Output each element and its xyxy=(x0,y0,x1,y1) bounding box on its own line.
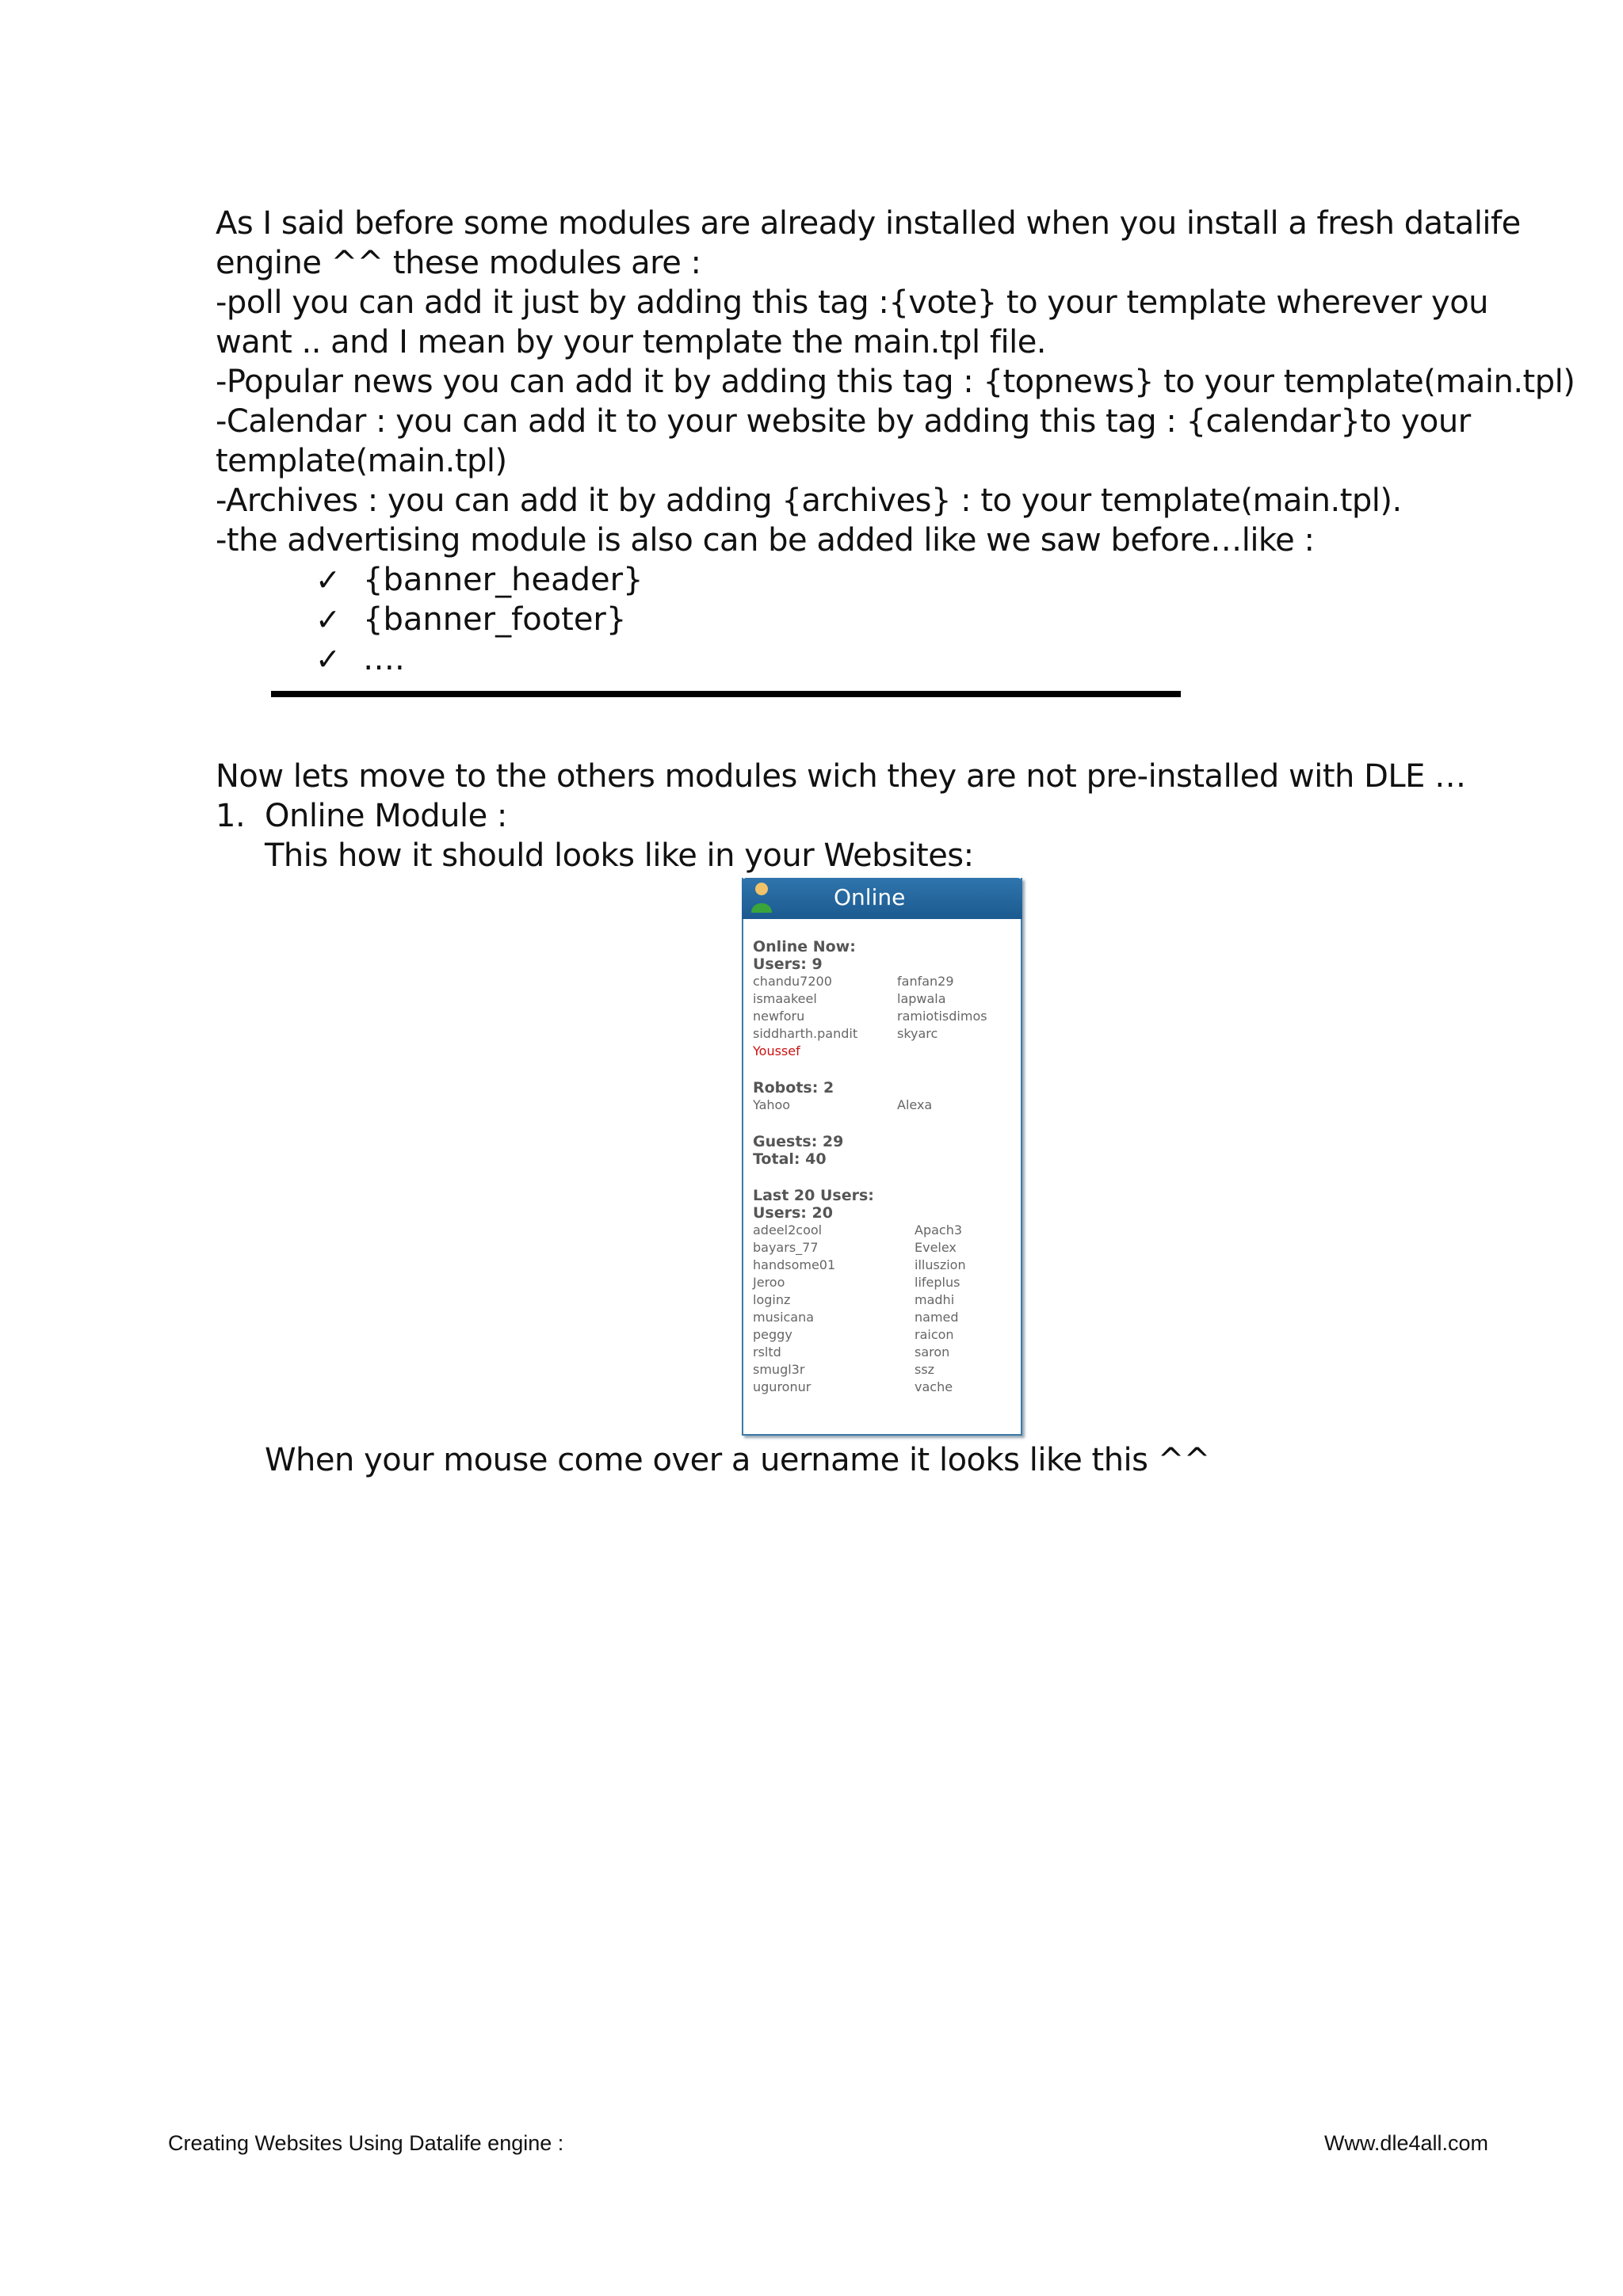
intro-line-8: -Archives : you can add it by adding {archives} : to your template(main.tpl). xyxy=(216,482,1402,519)
checkmark-icon: ✓ xyxy=(315,642,341,677)
intro-line-1: As I said before some modules are already installed when you install a fresh datalife xyxy=(216,205,1521,242)
user-link[interactable]: madhi xyxy=(915,1292,955,1307)
user-link[interactable]: fanfan29 xyxy=(897,974,954,989)
footer-website: Www.dle4all.com xyxy=(1323,2131,1488,2155)
intro-line-5: -Popular news you can add it by adding this tag : {topnews} to your template(main.tpl) xyxy=(216,364,1575,400)
checklist-item xyxy=(315,600,626,639)
online-now-label: Online Now: xyxy=(753,938,856,955)
last-users-label: Last 20 Users: xyxy=(753,1187,874,1204)
checklist-text: …. xyxy=(363,641,405,677)
after-image-text: When your mouse come over a uername it looks like this ^^ xyxy=(265,1442,1210,1478)
checklist-text: {banner_footer} xyxy=(363,601,627,638)
user-link[interactable]: vache xyxy=(915,1379,953,1394)
robot-name: Alexa xyxy=(897,1097,933,1112)
user-link[interactable]: raicon xyxy=(915,1327,954,1342)
numbered-item xyxy=(216,796,507,836)
user-link[interactable]: Apach3 xyxy=(915,1222,963,1238)
widget-title: Online xyxy=(834,884,906,910)
user-link[interactable]: lifeplus xyxy=(915,1275,960,1290)
robot-name: Yahoo xyxy=(753,1097,791,1112)
user-link[interactable]: rsltd xyxy=(753,1344,781,1360)
last-users-count: Users: 20 xyxy=(753,1204,833,1222)
intro-line-9: -the advertising module is also can be added like we saw before…like : xyxy=(216,522,1315,559)
user-link[interactable]: adeel2cool xyxy=(753,1222,823,1238)
intro-line-3: -poll you can add it just by adding this tag :{vote} to your template wherever you xyxy=(216,284,1489,321)
item-description: This how it should looks like in your Websites: xyxy=(265,837,974,874)
intro-line-6: -Calendar : you can add it to your website by adding this tag : {calendar}to your xyxy=(216,403,1471,440)
user-link[interactable]: loginz xyxy=(753,1292,791,1307)
user-link[interactable]: saron xyxy=(915,1344,950,1360)
user-link[interactable]: newforu xyxy=(753,1009,805,1024)
section-lead: Now lets move to the others modules wich they are not pre-installed with DLE … xyxy=(216,758,1466,795)
user-link[interactable]: ssz xyxy=(915,1362,935,1377)
item-number: 1. xyxy=(216,798,246,834)
intro-line-7: template(main.tpl) xyxy=(216,443,507,479)
user-link[interactable]: lapwala xyxy=(897,991,946,1006)
guests-count: Guests: 29 xyxy=(753,1133,844,1150)
checkmark-icon: ✓ xyxy=(315,602,341,637)
item-title: Online Module : xyxy=(265,798,507,834)
user-link[interactable]: illuszion xyxy=(915,1257,966,1272)
total-count: Total: 40 xyxy=(753,1150,827,1168)
user-icon xyxy=(750,881,773,914)
online-widget-screenshot xyxy=(742,878,1022,1436)
user-link-highlighted[interactable]: Youssef xyxy=(753,1043,800,1058)
robots-count: Robots: 2 xyxy=(753,1079,834,1097)
users-count: Users: 9 xyxy=(753,955,823,973)
user-link[interactable]: chandu7200 xyxy=(753,974,832,989)
footer-title: Creating Websites Using Datalife engine : xyxy=(168,2131,564,2155)
user-link[interactable]: peggy xyxy=(753,1327,792,1342)
user-link[interactable]: ismaakeel xyxy=(753,991,817,1006)
user-link[interactable]: Jeroo xyxy=(753,1275,785,1290)
user-link[interactable]: skyarc xyxy=(897,1026,938,1041)
user-link[interactable]: ramiotisdimos xyxy=(897,1009,987,1024)
user-link[interactable]: bayars_77 xyxy=(753,1240,819,1255)
checkmark-icon: ✓ xyxy=(315,563,341,597)
checklist-item xyxy=(315,639,405,679)
intro-line-4: want .. and I mean by your template the main.tpl file. xyxy=(216,324,1047,360)
user-link[interactable]: handsome01 xyxy=(753,1257,836,1272)
user-link[interactable]: uguronur xyxy=(753,1379,812,1394)
user-link[interactable]: Evelex xyxy=(915,1240,957,1255)
user-link[interactable]: smugl3r xyxy=(753,1362,805,1377)
checklist-item xyxy=(315,560,643,600)
intro-line-2: engine ^^ these modules are : xyxy=(216,245,701,281)
widget-header xyxy=(742,878,1022,919)
horizontal-rule xyxy=(271,691,1181,697)
user-link[interactable]: musicana xyxy=(753,1310,815,1325)
user-link[interactable]: siddharth.pandit xyxy=(753,1026,858,1041)
checklist-text: {banner_header} xyxy=(363,562,643,598)
user-link[interactable]: named xyxy=(915,1310,959,1325)
